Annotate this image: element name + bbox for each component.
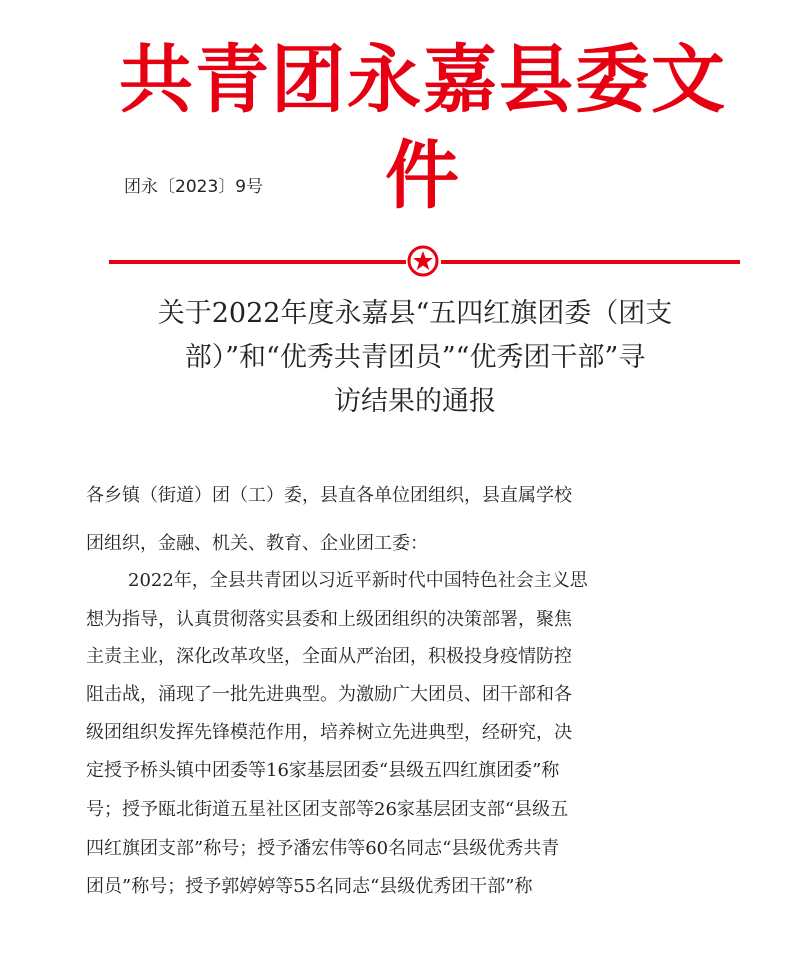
document-number: 团永〔2023〕9号 [124, 177, 264, 197]
paragraph-line: 级团组织发挥先锋模范作用，培养树立先进典型，经研究，决 [86, 722, 572, 743]
paragraph-line: 主责主业，深化改革攻坚，全面从严治团，积极投身疫情防控 [86, 646, 572, 667]
salutation-line: 团组织，金融、机关、教育、企业团工委： [86, 533, 428, 554]
title-line: 部）”和“优秀共青团员”“优秀团干部”寻 [184, 342, 646, 373]
document-title [60, 292, 770, 424]
paragraph-line: 定授予桥头镇中团委等16家基层团委“县级五四红旗团委”称 [86, 760, 560, 781]
paragraph-line: 四红旗团支部”称号；授予潘宏伟等60名同志“县级优秀共青 [86, 838, 560, 859]
paragraph-line: 阻击战，涌现了一批先进典型。为激励广大团员、团干部和各 [86, 684, 572, 705]
red-divider-left [109, 260, 406, 264]
red-divider-right [441, 260, 740, 264]
document-masthead: 共青团永嘉县委文件 [119, 37, 727, 219]
paragraph-line: 想为指导，认真贯彻落实县委和上级团组织的决策部署，聚焦 [86, 609, 572, 630]
red-star-icon [407, 245, 439, 277]
title-line: 关于2022年度永嘉县“五四红旗团委（团支 [157, 298, 673, 329]
salutation-line: 各乡镇（街道）团（工）委，县直各单位团组织，县直属学校 [86, 485, 572, 506]
paragraph-line: 号；授予瓯北街道五星社区团支部等26家基层团支部“县级五 [86, 799, 569, 820]
paragraph-line: 2022年，全县共青团以习近平新时代中国特色社会主义思 [128, 570, 588, 591]
title-line: 访结果的通报 [334, 386, 496, 417]
paragraph-line: 团员”称号；授予郭婷婷等55名同志“县级优秀团干部”称 [86, 876, 533, 897]
